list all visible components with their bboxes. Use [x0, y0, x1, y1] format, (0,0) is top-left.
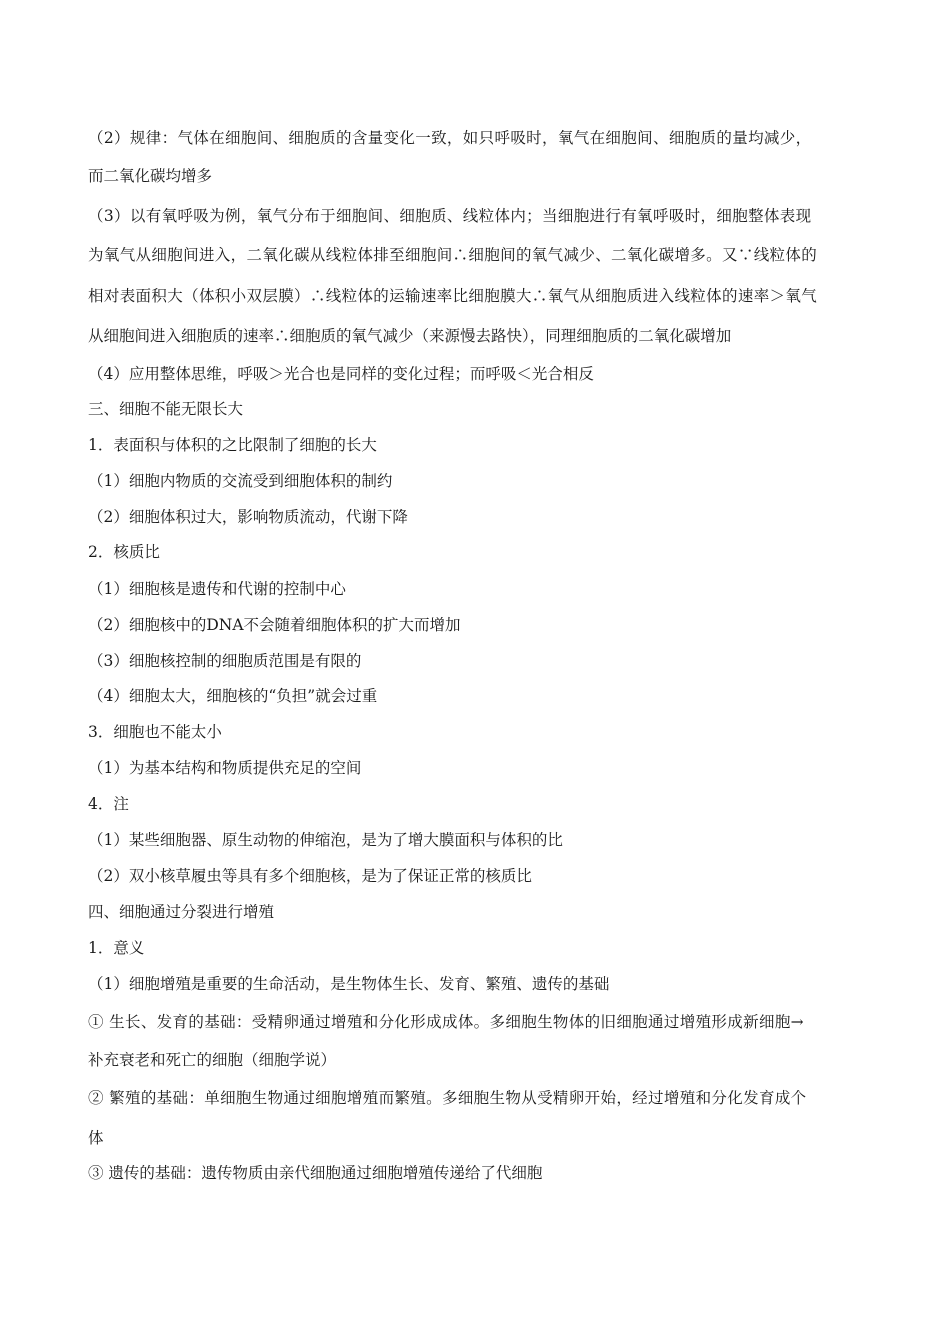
text-line-13: （1）细胞核是遗传和代谢的控制中心: [88, 580, 346, 598]
text-line-2: 而二氧化碳均增多: [88, 167, 213, 185]
text-line-1: （2）规律：气体在细胞间、细胞质的含量变化一致，如只呼吸时，氧气在细胞间、细胞质的量均减少，: [88, 129, 812, 147]
text-line-27: ② 繁殖的基础：单细胞生物通过细胞增殖而繁殖。多细胞生物从受精卵开始，经过增殖和分化发育成个: [88, 1089, 807, 1107]
subheading-2: 2．核质比: [88, 543, 160, 561]
text-line-25: ① 生长、发育的基础：受精卵通过增殖和分化形成成体。多细胞生物体的旧细胞通过增殖形成新细胞→: [88, 1013, 805, 1031]
text-line-6: 从细胞间进入细胞质的速率∴细胞质的氧气减少（来源慢去路快），同理细胞质的二氧化碳增加: [88, 327, 732, 345]
subheading-1: 1．表面积与体积的之比限制了细胞的长大: [88, 436, 377, 454]
text-line-28: 体: [88, 1129, 104, 1147]
text-line-16: （4）细胞太大，细胞核的“负担”就会过重: [88, 687, 378, 705]
subheading-4: 4．注: [88, 795, 129, 813]
text-line-10: （1）细胞内物质的交流受到细胞体积的制约: [88, 472, 393, 490]
subheading-3: 3．细胞也不能太小: [88, 723, 222, 741]
text-line-4: 为氧气从细胞间进入，二氧化碳从线粒体排至细胞间∴细胞间的氧气减少、二氧化碳增多。又∵线粒体的: [88, 246, 818, 264]
subheading-meaning: 1．意义: [88, 939, 145, 957]
section-heading-3: 三、细胞不能无限长大: [88, 400, 244, 418]
text-line-5: 相对表面积大（体积小双层膜）∴线粒体的运输速率比细胞膜大∴氧气从细胞质进入线粒体的速率＞氧气: [88, 287, 818, 305]
text-line-24: （1）细胞增殖是重要的生命活动，是生物体生长、发育、繁殖、遗传的基础: [88, 975, 610, 993]
text-line-29: ③ 遗传的基础：遗传物质由亲代细胞通过细胞增殖传递给了代细胞: [88, 1164, 543, 1182]
text-line-15: （3）细胞核控制的细胞质范围是有限的: [88, 652, 362, 670]
section-heading-4: 四、细胞通过分裂进行增殖: [88, 903, 275, 921]
text-line-18: （1）为基本结构和物质提供充足的空间: [88, 759, 362, 777]
text-line-3: （3）以有氧呼吸为例，氧气分布于细胞间、细胞质、线粒体内；当细胞进行有氧呼吸时，细胞整体表现: [88, 207, 812, 225]
text-line-21: （2）双小核草履虫等具有多个细胞核，是为了保证正常的核质比: [88, 867, 532, 885]
text-line-7: （4）应用整体思维，呼吸＞光合也是同样的变化过程；而呼吸＜光合相反: [88, 365, 594, 383]
text-line-11: （2）细胞体积过大，影响物质流动，代谢下降: [88, 508, 408, 526]
text-line-20: （1）某些细胞器、原生动物的伸缩泡，是为了增大膜面积与体积的比: [88, 831, 563, 849]
text-line-26: 补充衰老和死亡的细胞（细胞学说）: [88, 1051, 337, 1069]
text-line-14: （2）细胞核中的DNA不会随着细胞体积的扩大而增加: [88, 616, 461, 634]
